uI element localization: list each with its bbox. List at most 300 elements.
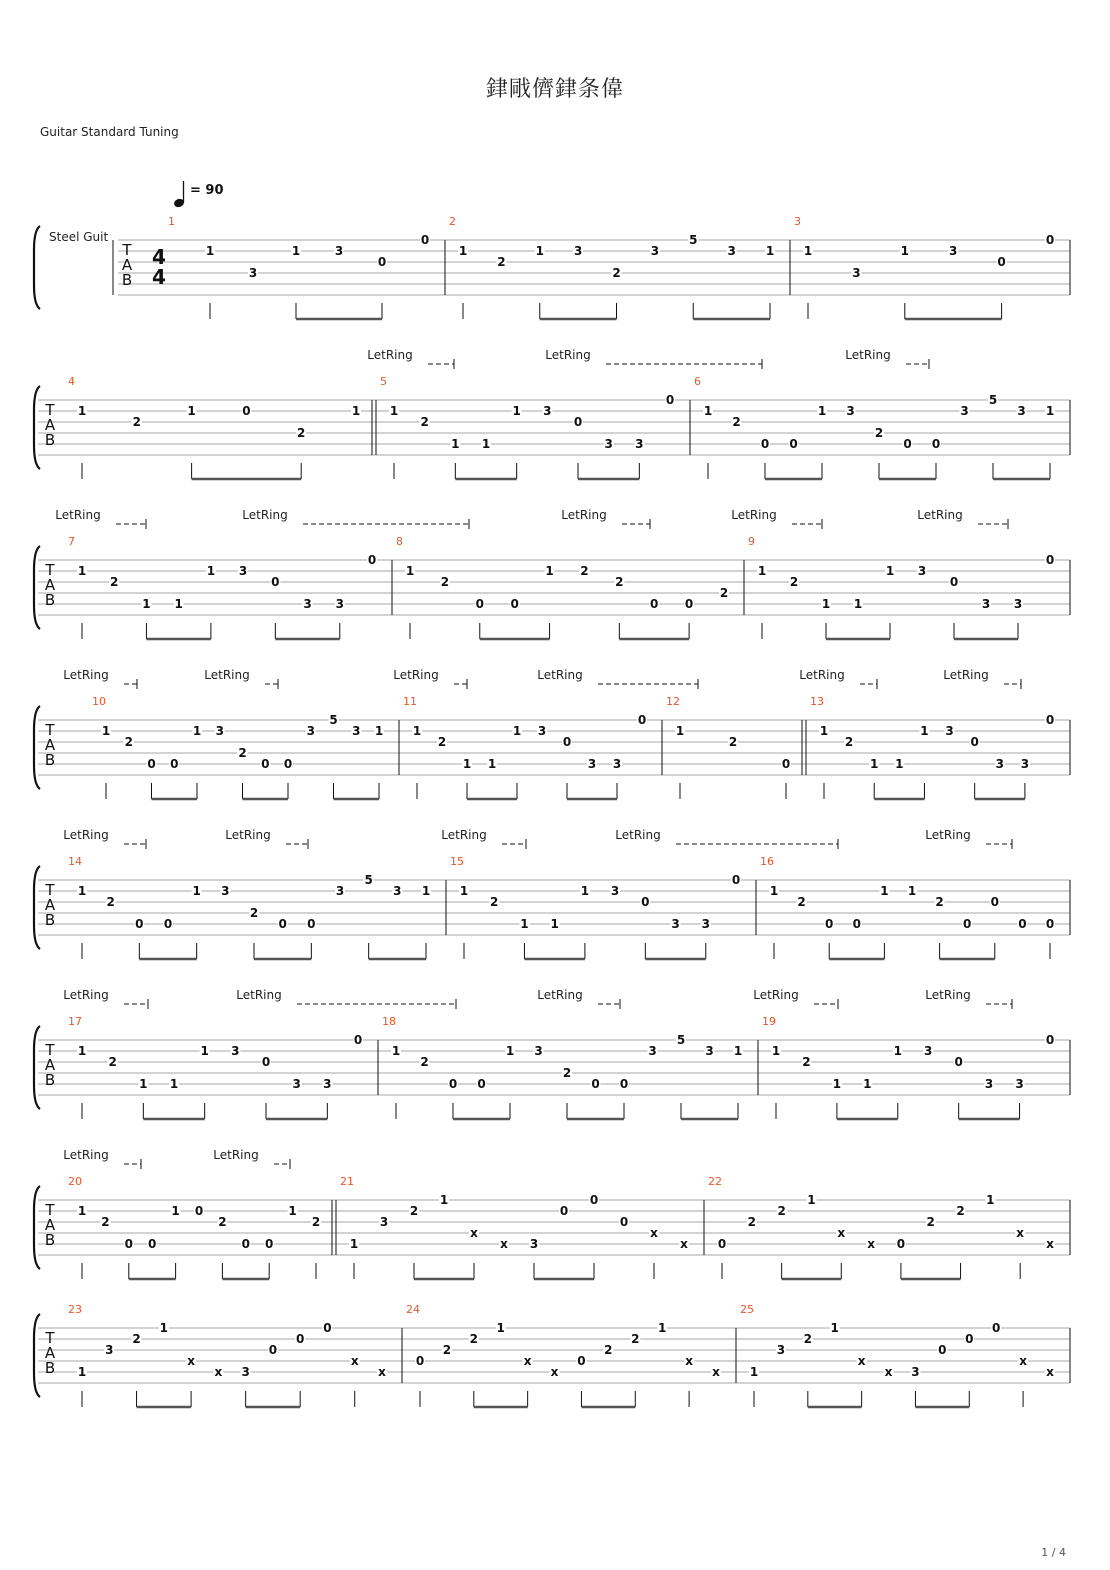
measure-number: 8: [396, 535, 403, 548]
fret-number: 3: [984, 1077, 994, 1091]
let-ring-label: LetRing: [63, 988, 109, 1002]
fret-number: 3: [292, 1077, 301, 1091]
measure-number: 5: [380, 375, 387, 388]
fret-number: 2: [218, 1215, 227, 1229]
fret-number: 2: [797, 895, 806, 909]
tab-clef-letter: A: [44, 1344, 56, 1362]
fret-number: 1: [77, 1365, 87, 1379]
fret-number: 0: [781, 757, 791, 771]
fret-number: x: [350, 1354, 359, 1368]
fret-number: 3: [238, 564, 248, 578]
fret-number: 3: [1013, 597, 1023, 611]
measure-number: 6: [694, 375, 701, 388]
tab-clef-letter: T: [45, 1329, 55, 1347]
fret-number: 0: [938, 1343, 947, 1357]
fret-number: x: [187, 1354, 195, 1368]
fret-number: 1: [169, 1077, 179, 1091]
measure-number: 4: [68, 375, 75, 388]
fret-number: 3: [303, 597, 312, 611]
fret-number: 0: [241, 1237, 250, 1251]
let-ring-label: LetRing: [393, 668, 439, 682]
fret-number: 3: [648, 1044, 657, 1058]
fret-number: 0: [124, 1237, 133, 1251]
measure-number: 15: [450, 855, 464, 868]
fret-number: 2: [844, 735, 854, 749]
fret-number: 3: [635, 437, 644, 451]
fret-number: 3: [650, 244, 660, 258]
fret-number: 1: [174, 597, 183, 611]
let-ring-label: LetRing: [545, 348, 591, 362]
fret-number: 1: [769, 884, 779, 898]
fret-number: 1: [863, 1077, 872, 1091]
measure-number: 11: [403, 695, 417, 708]
fret-number: 3: [1020, 757, 1030, 771]
fret-number: 1: [77, 564, 87, 578]
fret-number: 2: [935, 895, 944, 909]
fret-number: 1: [907, 884, 917, 898]
fret-number: 1: [187, 404, 196, 418]
tab-clef-letter: T: [45, 1041, 55, 1059]
fret-number: 2: [802, 1055, 811, 1069]
fret-number: 1: [481, 437, 491, 451]
fret-number: 0: [650, 597, 659, 611]
fret-number: 1: [819, 724, 829, 738]
fret-number: 0: [268, 1343, 278, 1357]
fret-number: 2: [926, 1215, 935, 1229]
fret-number: 0: [448, 1077, 458, 1091]
fret-number: 2: [297, 426, 306, 440]
fret-number: 1: [391, 1044, 401, 1058]
fret-number: 0: [896, 1237, 906, 1251]
tempo-value: = 90: [190, 183, 224, 198]
fret-number: x: [685, 1354, 693, 1368]
fret-number: 1: [412, 724, 422, 738]
fret-number: 5: [689, 233, 698, 247]
fret-number: 1: [900, 244, 909, 258]
fret-number: 3: [335, 597, 344, 611]
fret-number: 3: [945, 724, 954, 738]
fret-number: 3: [671, 917, 680, 931]
let-ring-label: LetRing: [63, 828, 109, 842]
tab-clef-letter: B: [44, 1071, 56, 1089]
fret-number: 1: [757, 564, 767, 578]
fret-number: 1: [765, 244, 775, 258]
fret-number: 1: [893, 1044, 902, 1058]
fret-number: 0: [265, 1237, 274, 1251]
let-ring-label: LetRing: [917, 508, 963, 522]
fret-number: 0: [577, 1354, 586, 1368]
fret-number: 1: [895, 757, 904, 771]
let-ring-label: LetRing: [441, 828, 487, 842]
fret-number: 3: [911, 1365, 920, 1379]
let-ring-label: LetRing: [63, 668, 109, 682]
fret-number: 1: [205, 244, 215, 258]
fret-number: 0: [970, 735, 979, 749]
fret-number: 2: [728, 735, 738, 749]
fret-number: 0: [415, 1354, 425, 1368]
fret-number: 2: [124, 735, 133, 749]
fret-number: 1: [77, 1204, 87, 1218]
fret-number: 2: [956, 1204, 965, 1218]
fret-number: 1: [192, 884, 201, 898]
measure-number: 21: [340, 1175, 354, 1188]
fret-number: 1: [880, 884, 889, 898]
fret-number: 1: [512, 404, 521, 418]
fret-number: 1: [512, 724, 522, 738]
fret-number: x: [680, 1237, 688, 1251]
tab-clef-letter: A: [44, 576, 56, 594]
fret-number: 3: [995, 757, 1004, 771]
fret-number: 0: [589, 1193, 599, 1207]
fret-number: 0: [475, 597, 484, 611]
fret-number: 1: [545, 564, 554, 578]
fret-number: 0: [949, 575, 959, 589]
measure-number: 12: [666, 695, 680, 708]
fret-number: x: [857, 1354, 866, 1368]
measure-number: 16: [760, 855, 774, 868]
fret-number: 1: [870, 757, 879, 771]
fret-number: 0: [1045, 553, 1055, 567]
fret-number: 2: [490, 895, 499, 909]
fret-number: 0: [353, 1033, 363, 1047]
fret-number: 1: [580, 884, 590, 898]
fret-number: 2: [437, 735, 447, 749]
fret-number: 3: [612, 757, 622, 771]
fret-number: 2: [106, 895, 115, 909]
instrument-label: Steel Guit: [49, 230, 109, 244]
fret-number: 1: [142, 597, 151, 611]
fret-number: 3: [727, 244, 736, 258]
fret-number: 2: [311, 1215, 321, 1229]
let-ring-label: LetRing: [236, 988, 282, 1002]
fret-number: 3: [352, 724, 361, 738]
fret-number: 0: [852, 917, 861, 931]
let-ring-label: LetRing: [537, 668, 583, 682]
fret-number: 2: [497, 255, 506, 269]
fret-number: 0: [997, 255, 1006, 269]
fret-number: 3: [960, 404, 969, 418]
fret-number: 3: [587, 757, 597, 771]
fret-number: 0: [271, 575, 280, 589]
fret-number: 5: [988, 393, 998, 407]
fret-number: 0: [665, 393, 675, 407]
fret-number: 3: [776, 1343, 786, 1357]
fret-number: 0: [477, 1077, 486, 1091]
fret-number: 2: [562, 1066, 572, 1080]
tab-clef-letter: A: [44, 896, 56, 914]
tab-clef-letter: T: [45, 401, 55, 419]
fret-number: 0: [684, 597, 694, 611]
fret-number: x: [550, 1365, 559, 1379]
fret-number: 3: [334, 244, 344, 258]
fret-number: 0: [903, 437, 912, 451]
fret-number: x: [470, 1226, 478, 1240]
measure-number: 20: [68, 1175, 82, 1188]
fret-number: 0: [261, 1055, 271, 1069]
fret-number: 3: [323, 1077, 332, 1091]
system-brace: [34, 1186, 40, 1269]
fret-number: 0: [148, 1237, 157, 1251]
fret-number: 1: [771, 1044, 781, 1058]
fret-number: 1: [920, 724, 929, 738]
let-ring-label: LetRing: [753, 988, 799, 1002]
tab-clef-letter: A: [121, 256, 133, 274]
song-title: 銉戙儕銉条偉: [485, 77, 624, 102]
fret-number: 0: [135, 917, 144, 931]
fret-number: 2: [719, 586, 729, 600]
fret-number: 0: [261, 757, 270, 771]
let-ring-label: LetRing: [731, 508, 777, 522]
time-signature-top: 4: [152, 245, 166, 269]
tuning-label: Guitar Standard Tuning: [40, 125, 179, 139]
fret-number: 1: [451, 437, 460, 451]
measure-number: 3: [794, 215, 801, 228]
fret-number: 0: [641, 895, 650, 909]
fret-number: 1: [496, 1321, 505, 1335]
fret-number: 3: [1017, 404, 1026, 418]
fret-number: 2: [249, 906, 259, 920]
measure-number: 19: [762, 1015, 776, 1028]
fret-number: 5: [329, 713, 338, 727]
tab-clef-letter: B: [44, 1231, 56, 1249]
fret-number: 1: [421, 884, 431, 898]
fret-number: x: [1046, 1237, 1054, 1251]
let-ring-label: LetRing: [561, 508, 607, 522]
fret-number: 1: [101, 724, 111, 738]
measure-number: 2: [449, 215, 456, 228]
fret-number: 3: [917, 564, 927, 578]
let-ring-label: LetRing: [925, 988, 971, 1002]
fret-number: 1: [550, 917, 559, 931]
fret-number: 2: [874, 426, 884, 440]
fret-number: x: [378, 1365, 386, 1379]
fret-number: 0: [1018, 917, 1027, 931]
fret-number: 0: [619, 1077, 629, 1091]
fret-number: 1: [803, 244, 813, 258]
measure-number: 24: [406, 1303, 420, 1316]
fret-number: 0: [760, 437, 770, 451]
fret-number: 3: [105, 1343, 114, 1357]
fret-number: 1: [807, 1193, 816, 1207]
fret-number: 0: [1045, 1033, 1055, 1047]
fret-number: 0: [242, 404, 251, 418]
measure-number: 10: [92, 695, 106, 708]
fret-number: 0: [1045, 713, 1055, 727]
let-ring-label: LetRing: [537, 988, 583, 1002]
fret-number: 1: [389, 404, 399, 418]
fret-number: 2: [732, 415, 741, 429]
fret-number: 0: [789, 437, 798, 451]
fret-number: 1: [986, 1193, 995, 1207]
measure-number: 7: [68, 535, 75, 548]
let-ring-label: LetRing: [367, 348, 413, 362]
fret-number: 0: [619, 1215, 629, 1229]
fret-number: x: [867, 1237, 875, 1251]
fret-number: 0: [731, 873, 741, 887]
measure-number: 22: [708, 1175, 722, 1188]
fret-number: 0: [1045, 233, 1055, 247]
measure-number: 17: [68, 1015, 82, 1028]
fret-number: 1: [77, 1044, 87, 1058]
fret-number: 1: [749, 1365, 759, 1379]
fret-number: 3: [543, 404, 552, 418]
fret-number: 0: [420, 233, 430, 247]
fret-number: 3: [924, 1044, 933, 1058]
fret-number: 0: [573, 415, 583, 429]
system-brace: [34, 706, 40, 789]
fret-number: 3: [573, 244, 583, 258]
fret-number: 2: [747, 1215, 756, 1229]
let-ring-label: LetRing: [943, 668, 989, 682]
time-signature-bottom: 4: [152, 265, 166, 289]
fret-number: 1: [291, 244, 301, 258]
tab-clef-letter: T: [45, 721, 55, 739]
fret-number: 1: [206, 564, 216, 578]
fret-number: 0: [278, 917, 287, 931]
fret-number: x: [523, 1354, 532, 1368]
fret-number: 3: [537, 724, 547, 738]
fret-number: 1: [505, 1044, 515, 1058]
fret-number: 0: [717, 1237, 727, 1251]
fret-number: 2: [803, 1332, 812, 1346]
fret-number: 3: [981, 597, 991, 611]
fret-number: 3: [379, 1215, 389, 1229]
tab-clef-letter: B: [44, 911, 56, 929]
let-ring-label: LetRing: [615, 828, 661, 842]
fret-number: 1: [77, 884, 87, 898]
tab-clef-letter: B: [121, 271, 133, 289]
fret-number: 1: [1045, 404, 1055, 418]
fret-number: 1: [535, 244, 544, 258]
fret-number: 2: [580, 564, 589, 578]
fret-number: 2: [789, 575, 799, 589]
fret-number: 0: [323, 1321, 332, 1335]
fret-number: 1: [830, 1321, 839, 1335]
fret-number: 1: [458, 244, 468, 258]
fret-number: 0: [1045, 917, 1055, 931]
tab-clef-letter: A: [44, 1056, 56, 1074]
fret-number: 0: [510, 597, 519, 611]
system-brace: [34, 226, 40, 309]
fret-number: 2: [440, 575, 450, 589]
system-brace: [34, 546, 40, 629]
fret-number: x: [650, 1226, 658, 1240]
let-ring-label: LetRing: [799, 668, 845, 682]
tab-clef-letter: B: [44, 751, 56, 769]
fret-number: 0: [147, 757, 156, 771]
fret-number: 3: [393, 884, 402, 898]
fret-number: 1: [487, 757, 497, 771]
fret-number: 2: [420, 415, 429, 429]
fret-number: 0: [307, 917, 316, 931]
fret-number: 1: [821, 597, 831, 611]
fret-number: 3: [705, 1044, 714, 1058]
fret-number: 1: [832, 1077, 842, 1091]
system-brace: [34, 1026, 40, 1109]
fret-number: 2: [101, 1215, 110, 1229]
fret-number: 0: [992, 1321, 1001, 1335]
fret-number: 0: [170, 757, 179, 771]
tab-clef-letter: B: [44, 591, 56, 609]
fret-number: 5: [676, 1033, 686, 1047]
fret-number: 3: [221, 884, 230, 898]
fret-number: x: [1016, 1226, 1025, 1240]
fret-number: 2: [615, 575, 624, 589]
fret-number: 1: [171, 1204, 180, 1218]
fret-number: 0: [194, 1204, 204, 1218]
fret-number: 1: [77, 404, 87, 418]
fret-number: 1: [192, 724, 202, 738]
fret-number: 3: [306, 724, 315, 738]
fret-number: x: [837, 1226, 846, 1240]
let-ring-label: LetRing: [63, 1148, 109, 1162]
fret-number: 2: [612, 266, 621, 280]
tab-clef-letter: T: [122, 241, 132, 259]
fret-number: 0: [283, 757, 293, 771]
fret-number: x: [1019, 1354, 1027, 1368]
measure-number: 18: [382, 1015, 396, 1028]
system-brace: [34, 866, 40, 949]
fret-number: 3: [610, 884, 620, 898]
let-ring-label: LetRing: [204, 668, 250, 682]
fret-number: 0: [825, 917, 834, 931]
fret-number: 1: [405, 564, 415, 578]
tab-clef-letter: A: [44, 736, 56, 754]
fret-number: 1: [139, 1077, 148, 1091]
fret-number: 1: [675, 724, 685, 738]
fret-number: 2: [777, 1204, 786, 1218]
let-ring-label: LetRing: [225, 828, 271, 842]
fret-number: 1: [459, 884, 469, 898]
fret-number: x: [500, 1237, 508, 1251]
measure-number: 14: [68, 855, 82, 868]
fret-number: 2: [469, 1332, 478, 1346]
tab-clef-letter: T: [45, 561, 55, 579]
fret-number: 3: [215, 724, 224, 738]
page-number: 1 / 4: [1041, 1546, 1066, 1559]
measure-number: 25: [740, 1303, 754, 1316]
fret-number: 2: [132, 415, 141, 429]
fret-number: 3: [529, 1237, 539, 1251]
fret-number: 3: [852, 266, 861, 280]
fret-number: x: [712, 1365, 720, 1379]
fret-number: 2: [420, 1055, 429, 1069]
fret-number: 3: [949, 244, 958, 258]
fret-number: 1: [853, 597, 863, 611]
fret-number: 1: [439, 1193, 449, 1207]
let-ring-label: LetRing: [845, 348, 891, 362]
measure-number: 13: [810, 695, 824, 708]
fret-number: 1: [658, 1321, 667, 1335]
fret-number: 0: [377, 255, 387, 269]
fret-number: 5: [364, 873, 373, 887]
fret-number: 2: [442, 1343, 452, 1357]
fret-number: 3: [335, 884, 345, 898]
fret-number: 1: [200, 1044, 209, 1058]
fret-number: 3: [701, 917, 710, 931]
measure-number: 1: [168, 215, 175, 228]
tab-clef-letter: B: [44, 1359, 56, 1377]
fret-number: 0: [990, 895, 999, 909]
fret-number: 3: [846, 404, 855, 418]
fret-number: 2: [604, 1343, 613, 1357]
fret-number: 1: [288, 1204, 297, 1218]
tab-clef-letter: T: [45, 1201, 55, 1219]
tab-clef-letter: A: [44, 416, 56, 434]
let-ring-label: LetRing: [242, 508, 288, 522]
fret-number: 1: [349, 1237, 359, 1251]
fret-number: 3: [1015, 1077, 1024, 1091]
